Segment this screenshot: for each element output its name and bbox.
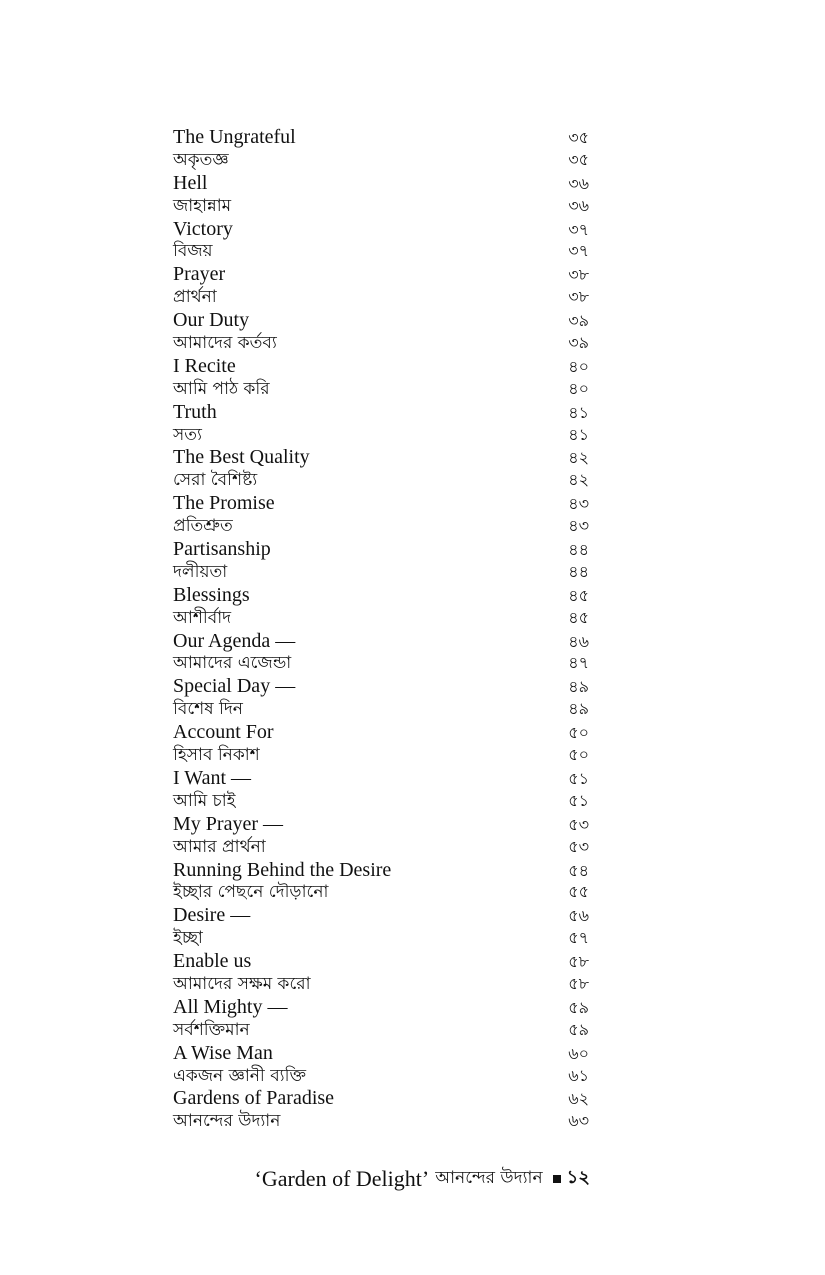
toc-entry-title: Prayer [173,263,226,286]
toc-entry-title: Victory [173,217,233,240]
toc-entry-title: My Prayer — [173,812,283,835]
toc-entry-title: Special Day — [173,675,296,698]
toc-entry-title: Desire — [173,904,251,927]
toc-entry-title: ইচ্ছার পেছনে দৌড়ানো [173,882,329,903]
toc-entry-title: আমার প্রার্থনা [173,836,266,857]
toc-entry [173,996,593,1019]
toc-entry-page: ৫৩ [568,814,589,834]
toc-entry-title: Account For [173,721,274,744]
toc-entry-page: ৪৭ [568,653,589,673]
toc-entry [173,401,593,424]
toc-entry-page: ৫৩ [568,836,589,856]
toc-entry-title: সেরা বৈশিষ্ট্য [173,470,258,491]
toc-entry [173,744,593,767]
toc-entry [173,584,593,607]
toc-entry-page: ৫৮ [568,952,589,972]
toc-entry-page: ৩৮ [568,287,589,307]
toc-entry-title: আমি চাই [173,790,236,811]
toc-entry-title: Truth [173,400,217,423]
toc-entry-title: দলীয়তা [173,561,228,582]
toc-entry [173,675,593,698]
toc-entry-title: প্রতিশ্রুত [173,516,233,537]
square-bullet-icon [553,1175,561,1183]
toc-entry [173,172,593,195]
toc-entry [173,332,593,355]
toc-entry [173,836,593,859]
toc-entry-title: Enable us [173,950,252,973]
toc-entry-title: আমাদের সক্ষম করো [173,973,311,994]
toc-entry [173,859,593,882]
toc-entry-title: Gardens of Paradise [173,1087,335,1110]
toc-entry-title: প্রার্থনা [173,287,217,308]
toc-entry [173,218,593,241]
toc-entry [173,1042,593,1065]
toc-entry-page: ৪৬ [568,631,589,651]
toc-entry [173,904,593,927]
toc-entry-title: অকৃতজ্ঞ [173,149,229,170]
toc-entry-page: ৪১ [568,402,589,422]
toc-entry-page: ৪৪ [568,540,589,560]
toc-entry-page: ৫৯ [568,997,589,1017]
toc-entry-page: ৫০ [568,745,589,765]
toc-entry [173,767,593,790]
toc-entry-page: ৫৪ [568,860,589,880]
toc-entry-title: আমি পাঠ করি [173,378,270,399]
toc-entry [173,973,593,996]
toc-entry [173,355,593,378]
toc-entry [173,1110,593,1133]
toc-entry-page: ৪২ [568,470,589,490]
toc-entry-page: ৪৯ [568,699,589,719]
toc-entry-page: ৫১ [568,790,589,810]
toc-entry-page: ৩৫ [568,149,589,169]
toc-entry-page: ৬৩ [568,1111,589,1131]
toc-entry-title: Hell [173,171,208,194]
toc-entry-page: ৪৫ [568,607,589,627]
toc-entry-page: ৩৬ [568,173,589,193]
toc-entry-title: Partisanship [173,538,271,561]
toc-entry-title: আমাদের কর্তব্য [173,333,277,354]
toc-entry [173,424,593,447]
toc-entry [173,286,593,309]
toc-entry-title: বিশেষ দিন [173,699,243,720]
toc-entry [173,309,593,332]
toc-entry [173,698,593,721]
toc-entry-page: ৩৮ [568,265,589,285]
toc-entry [173,240,593,263]
toc-entry-page: ৬০ [568,1043,589,1063]
toc-entry-page: ৫৭ [568,928,589,948]
toc-entry [173,126,593,149]
toc-entry [173,469,593,492]
toc-entry [173,515,593,538]
toc-entry-page: ৩৭ [568,219,589,239]
page-number: ১২ [566,1167,590,1188]
toc-entry-title: বিজয় [173,241,213,262]
toc-entry-page: ৪৩ [568,516,589,536]
toc-entry-title: The Ungrateful [173,126,296,148]
toc-entry-page: ৩৭ [568,241,589,261]
toc-entry [173,607,593,630]
toc-entry-title: ইচ্ছা [173,928,203,949]
toc-entry [173,652,593,675]
toc-entry [173,1019,593,1042]
toc-entry [173,492,593,515]
toc-entry [173,538,593,561]
toc-entry-page: ৫১ [568,768,589,788]
toc-entry-page: ৬১ [568,1065,589,1085]
toc-entry [173,630,593,653]
toc-entry-title: আশীর্বাদ [173,607,232,628]
footer-book-title: ‘Garden of Delight’ [254,1165,430,1191]
toc-entry-page: ৪০ [568,356,589,376]
toc-entry [173,927,593,950]
toc-entry-page: ৩৯ [568,311,589,331]
toc-entry [173,813,593,836]
toc-entry-title: A Wise Man [173,1041,273,1064]
toc-entry [173,195,593,218]
toc-entry-title: Running Behind the Desire [173,858,392,881]
toc-entry-title: Blessings [173,583,250,606]
toc-entry-page: ৪৩ [568,494,589,514]
toc-entry [173,1087,593,1110]
toc-entry-page: ৫৯ [568,1019,589,1039]
toc-entry-page: ৩৯ [568,333,589,353]
toc-entry-title: Our Duty [173,309,250,332]
toc-entry-title: সর্বশক্তিমান [173,1019,250,1040]
toc-entry-title: জাহান্নাম [173,195,232,216]
toc-entry-title: একজন জ্ঞানী ব্যক্তি [173,1065,306,1086]
toc-entry [173,881,593,904]
toc-entry [173,263,593,286]
toc-entry-page: ৫৫ [568,882,589,902]
page-footer [255,1163,591,1194]
toc-entry-page: ৪১ [568,424,589,444]
toc-entry [173,721,593,744]
footer-book-title-bengali: আনন্দের উদ্যান [435,1167,543,1188]
toc-entry [173,561,593,584]
toc-entry-page: ৬২ [568,1089,589,1109]
toc-entry-title: I Want — [173,766,252,789]
toc-entry-page: ৫০ [568,723,589,743]
toc-entry-page: ৪০ [568,378,589,398]
toc-entry-page: ৪৯ [568,677,589,697]
toc-entry-title: Our Agenda — [173,629,296,652]
table-of-contents [173,126,593,1133]
toc-entry [173,149,593,172]
toc-entry [173,950,593,973]
toc-entry-title: I Recite [173,354,236,377]
toc-entry-title: সত্য [173,424,202,445]
toc-entry-title: All Mighty — [173,995,288,1018]
toc-entry-title: হিসাব নিকাশ [173,745,260,766]
toc-entry-page: ৩৫ [568,128,589,147]
toc-entry-title: আমাদের এজেন্ডা [173,653,292,674]
toc-entry-title: The Promise [173,492,275,515]
toc-entry [173,378,593,401]
toc-entry-page: ৪২ [568,448,589,468]
toc-entry-title: The Best Quality [173,446,310,469]
toc-entry-page: ৫৬ [568,906,589,926]
toc-entry [173,790,593,813]
toc-entry [173,446,593,469]
toc-entry-page: ৪৪ [568,561,589,581]
toc-entry [173,1065,593,1088]
toc-entry-page: ৫৮ [568,973,589,993]
toc-entry-page: ৪৫ [568,585,589,605]
toc-entry-title: আনন্দের উদ্যান [173,1111,281,1132]
toc-entry-page: ৩৬ [568,195,589,215]
